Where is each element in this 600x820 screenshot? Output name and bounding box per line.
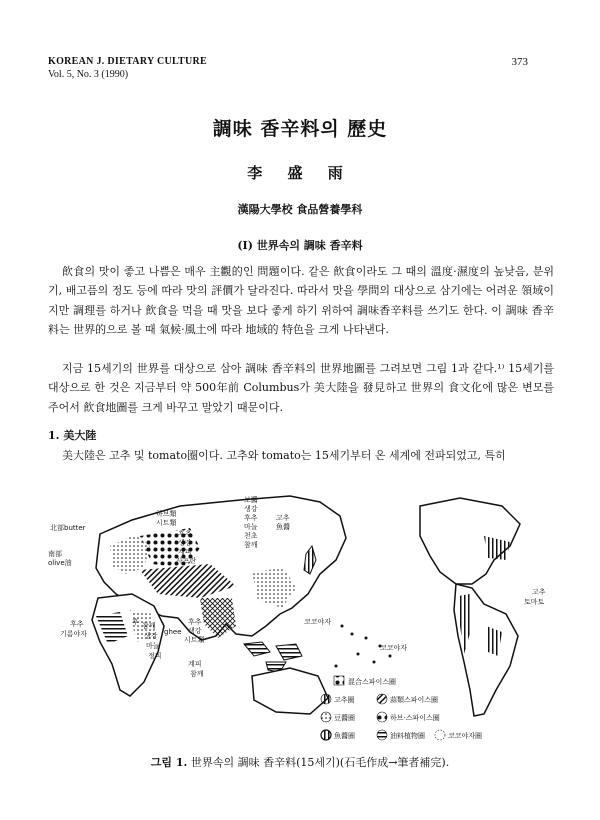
map-legend (321, 676, 482, 740)
figure-caption-label: 그림 1. (150, 756, 188, 769)
label-india-5: 마늘 (146, 642, 160, 650)
label-south-europe-1: 南部 (48, 550, 62, 558)
label-sea-2: 생강 (188, 627, 202, 635)
label-china-6: 참깨 (244, 541, 258, 549)
label-india-4: 생강 (144, 632, 158, 640)
label-mideast-2: 시트類 (156, 519, 177, 527)
label-america-2: 토마토 (524, 598, 545, 606)
label-coconut-2: 코코야자 (380, 644, 408, 652)
world-spice-map (40, 476, 555, 748)
label-coconut-1: 코코야자 (304, 618, 332, 626)
subsection-heading: 1. 美大陸 (48, 429, 97, 442)
label-japan-1: 고추 (276, 514, 290, 522)
label-china-2: 생강 (244, 505, 258, 513)
label-china-1: 보醬 (244, 496, 258, 504)
sea-islands (244, 642, 302, 672)
legend-label-bean-sauce: 豆醬圈 (334, 714, 355, 722)
article-author: 李 盛 雨 (247, 164, 353, 182)
legend-label-fish-sauce: 魚醬圈 (334, 732, 355, 740)
label-america-1: 고추 (532, 588, 546, 596)
journal-volume: Vol. 5, No. 3 (1990) (48, 69, 129, 80)
label-mideast-4: 생강 (178, 539, 192, 547)
label-sea-3: 시트類 (184, 636, 205, 644)
section-heading: (Ⅰ) 世界속의 調味 香辛料 (237, 239, 363, 252)
label-india-3: ghee (164, 628, 182, 636)
label-sea-5: 참깨 (190, 670, 204, 678)
label-mideast-1: 하브類 (156, 510, 177, 518)
label-india-6: 정피 (148, 652, 162, 660)
label-sea-4: 계피 (188, 660, 202, 668)
figure-caption (0, 754, 600, 770)
figure-caption-text: 世界속의 調味 香辛料(15세기)(石毛作成→筆者補完). (190, 756, 450, 769)
page-number: 373 (511, 56, 528, 68)
australia-outline (252, 668, 328, 714)
label-mideast-6: 사프란 (176, 557, 197, 565)
legend-label-herb-spice: 하브·스파이스圈 (390, 714, 440, 722)
label-china-3: 후추 (244, 514, 258, 522)
label-africa-1: 후추 (70, 620, 84, 628)
legend-label-garlic-spice: 蒜類스파이스圈 (390, 696, 439, 704)
label-north-europe: 北部butter (50, 524, 86, 532)
body-paragraph-2: 지금 15세기의 世界를 대상으로 삼아 調味 香辛料의 世界地圖를 그려보면 그림 1과 같다.¹⁾ 15세기를 대상으로 한 것은 지금부터 약 500年前 Columbus가 美大陸을 發見하고 世界의 食文化에 많은 변모를 주어서 飮食地圖를 크게 바꾸고 말았기 때문이다. (48, 362, 554, 414)
journal-name: KOREAN J. DIETARY CULTURE (48, 56, 208, 67)
label-south-europe-2: olive油 (48, 559, 72, 567)
label-africa-2: 기름야자 (60, 630, 88, 638)
author-affiliation: 漢陽大學校 食品營養學科 (237, 203, 363, 216)
label-china-5: 천초 (244, 532, 258, 540)
label-mideast-5: 계피 (178, 548, 192, 556)
body-paragraph-3: 美大陸은 고추 및 tomato圈이다. 고추와 tomato는 15세기부터 온 세계에 전파되었고, 특히 (62, 449, 506, 462)
article-title: 調味 香辛料의 歷史 (212, 118, 388, 140)
body-paragraph-1: 飮食의 맛이 좋고 나쁨은 매우 主觀的인 問題이다. 같은 飮食이라도 그 때의 溫度·濕度의 높낮음, 분위기, 배고픔의 정도 등에 따라 맛의 評價가 달라진다. 따라서 맛을 學問의 대상으로 삼기에는 어려운 領域이지만 調理를 하거나 飮食을 먹을 때 맛을 보다 좋게 하기 위하여 調味香辛料를 쓰기도 한다. 이 調味 香辛料는 世界的으로 볼 때 氣候·風土에 따라 地域的 特色을 크게 나타낸다. (48, 265, 554, 336)
label-sea-1: 후추 (188, 618, 202, 626)
legend-label-mixed-spice: 混合스파이스圈 (348, 678, 397, 686)
label-japan-2: 魚醬 (276, 523, 290, 531)
legend-label-vegetable-oil: 油料植物圈 (390, 732, 425, 740)
label-india-1: 후 (132, 618, 139, 626)
label-india-2: 참깨 (142, 622, 156, 630)
label-china-4: 마늘 (244, 523, 258, 531)
legend-label-coconut: 코코야자圈 (448, 732, 483, 740)
label-mideast-3: 후추 (178, 530, 192, 538)
legend-label-pepper: 고추圈 (334, 696, 355, 704)
